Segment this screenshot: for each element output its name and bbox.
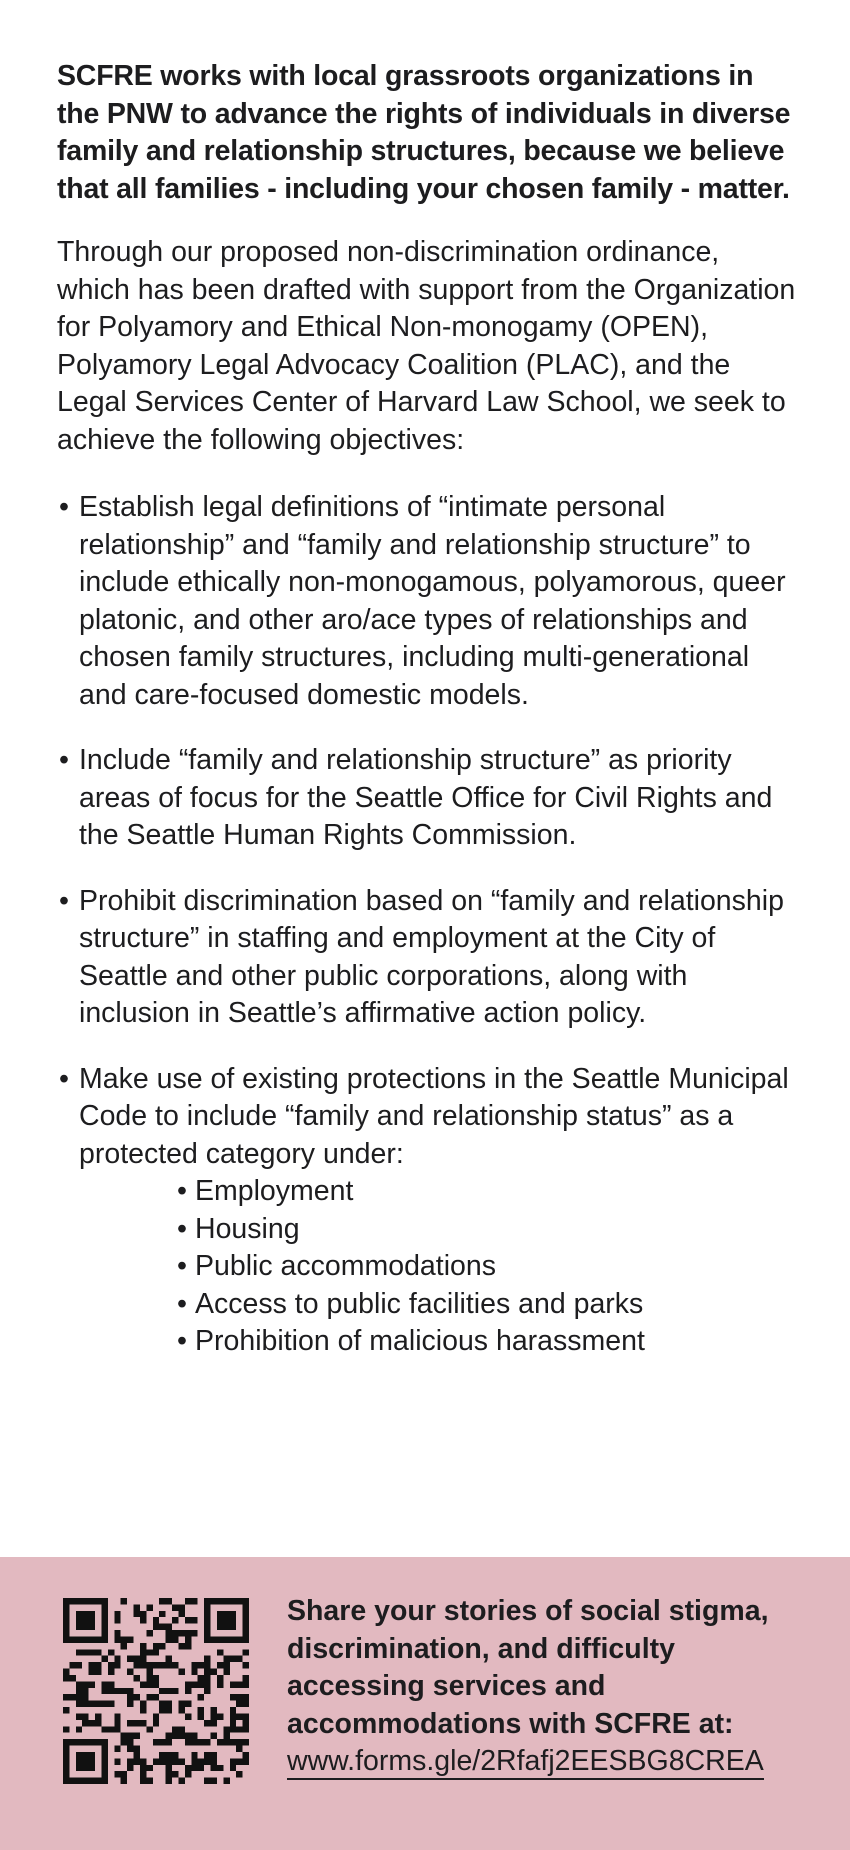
category-employment: • Employment	[177, 1173, 797, 1211]
objective-priority-areas: • Include “family and relationship structure” as priority areas of focus for the Seattle Office for Civil Rights and the Seattle Human Rights Commission.	[57, 742, 797, 855]
category-public-accommodations: • Public accommodations	[177, 1248, 797, 1286]
objective-prohibit-discrimination: • Prohibit discrimination based on “family and relationship structure” in staffing and employment at the City of Seattle and other public corporations, along with inclusion in Seattle’s affirmative action policy.	[57, 883, 797, 1033]
protected-categories-list	[79, 1173, 797, 1361]
main-content	[57, 58, 797, 1389]
category-public-facilities: • Access to public facilities and parks	[177, 1286, 797, 1324]
ordinance-paragraph: Through our proposed non-discrimination ordinance, which has been drafted with support from the Organization for Polyamory and Ethical Non-monogamy (OPEN), Polyamory Legal Advocacy Coalition (PLAC), and the Legal Services Center of Harvard Law School, we seek to achieve the following objectives:	[57, 236, 796, 456]
footer-banner	[0, 1557, 850, 1850]
qr-code-icon[interactable]	[63, 1598, 249, 1784]
footer-call-to-action: Share your stories of social stigma, discrimination, and difficulty accessing services and accommodations with SCFRE at:	[287, 1595, 769, 1740]
category-housing: • Housing	[177, 1211, 797, 1249]
objectives-list	[57, 489, 797, 1361]
survey-link[interactable]: www.forms.gle/2Rfafj2EESBG8CREA	[287, 1744, 764, 1780]
footer-text-block	[287, 1593, 807, 1781]
category-harassment: • Prohibition of malicious harassment	[177, 1323, 797, 1361]
objective-existing-protections	[57, 1061, 797, 1361]
objective-definitions: • Establish legal definitions of “intimate personal relationship” and “family and relationship structure” to include ethically non-monogamous, polyamorous, queer platonic, and other aro/ace types of relationships and chosen family structures, including multi-generational and care-focused domestic models.	[57, 489, 797, 714]
intro-statement: SCFRE works with local grassroots organizations in the PNW to advance the rights of individuals in diverse family and relationship structures, because we believe that all families - including your chosen family - matter.	[57, 60, 791, 205]
objective-existing-protections-text: Make use of existing protections in the Seattle Municipal Code to include “family and relationship status” as a protected category under:	[79, 1062, 789, 1170]
